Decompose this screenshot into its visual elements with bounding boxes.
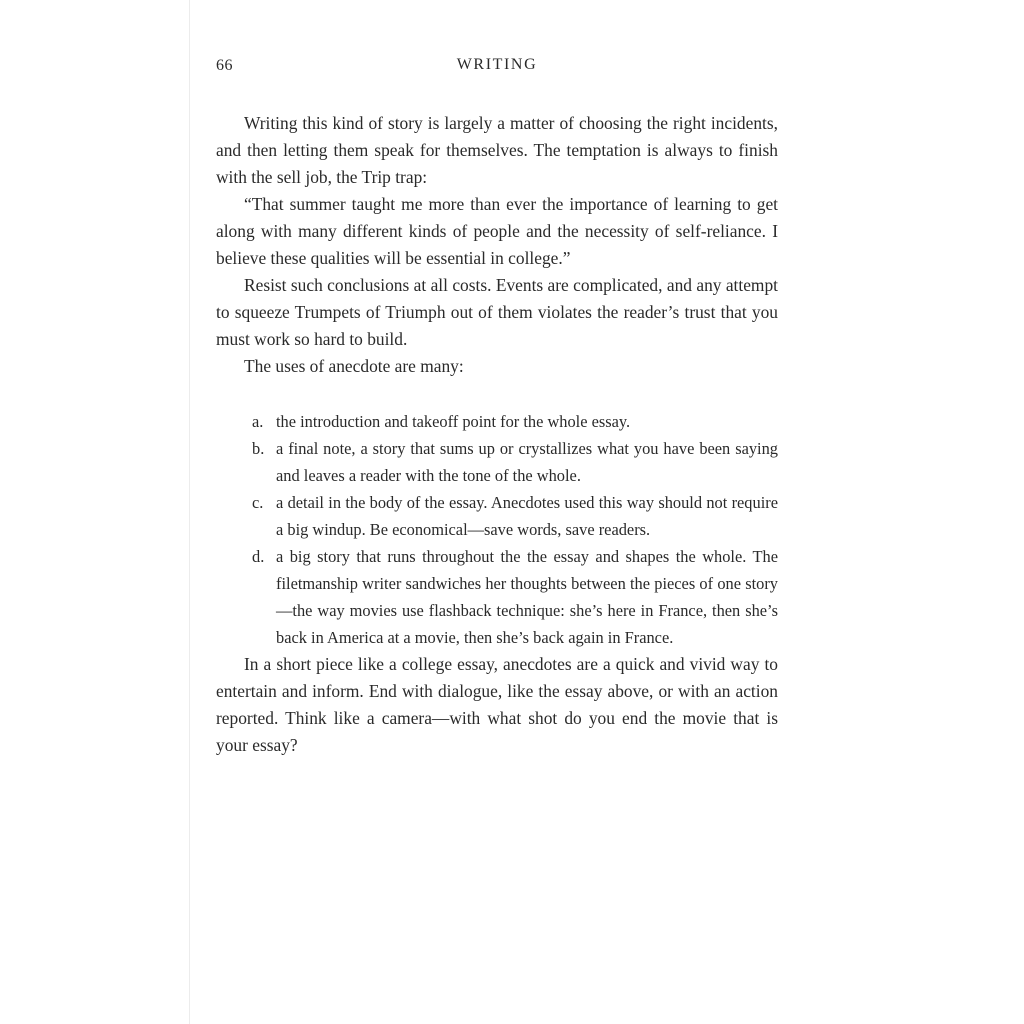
paragraph-uses: The uses of anecdote are many:	[244, 356, 464, 376]
anecdote-uses-list	[216, 408, 778, 651]
page-gutter-edge	[189, 0, 190, 1024]
list-item-text: a final note, a story that sums up or crystallizes what you have been saying and leaves a reader with the tone of the whole.	[276, 439, 778, 485]
list-item	[216, 435, 778, 489]
page-number: 66	[216, 57, 233, 74]
list-item	[216, 489, 778, 543]
paragraph-quote: “That summer taught me more than ever the importance of learning to get along with many different kinds of people and the necessity of self-reliance. I believe these qualities will be essential in college.”	[216, 194, 778, 268]
list-item	[216, 408, 778, 435]
list-item-marker: a.	[252, 412, 264, 431]
list-item-marker: b.	[252, 439, 265, 458]
paragraph-closing: In a short piece like a college essay, anecdotes are a quick and vivid way to entertain and inform. End with dialogue, like the essay above, or with an action reported. Think like a camera—with what shot do you end the movie that is your essay?	[216, 654, 778, 755]
list-item-marker: d.	[252, 547, 265, 566]
list-item-text: a big story that runs throughout the the essay and shapes the whole. The filetmanship writer sandwiches her thoughts between the pieces of one story—the way movies use flashback technique: she’s here in France, then she’s back in America at a movie, then she’s back again in France.	[276, 547, 778, 647]
list-item	[216, 543, 778, 651]
list-item-text: the introduction and takeoff point for the whole essay.	[276, 412, 631, 431]
body-text	[216, 110, 778, 759]
list-item-marker: c.	[252, 493, 264, 512]
list-item-text: a detail in the body of the essay. Anecdotes used this way should not require a big windup. Be economical—save words, save readers.	[276, 493, 778, 539]
running-head-title: WRITING	[456, 56, 538, 73]
paragraph-resist: Resist such conclusions at all costs. Events are complicated, and any attempt to squeeze Trumpets of Triumph out of them violates the reader’s trust that you must work so hard to build.	[216, 275, 778, 349]
running-head	[0, 56, 1024, 74]
paragraph-intro: Writing this kind of story is largely a matter of choosing the right incidents, and then letting them speak for themselves. The temptation is always to finish with the sell job, the Trip trap:	[216, 113, 778, 187]
